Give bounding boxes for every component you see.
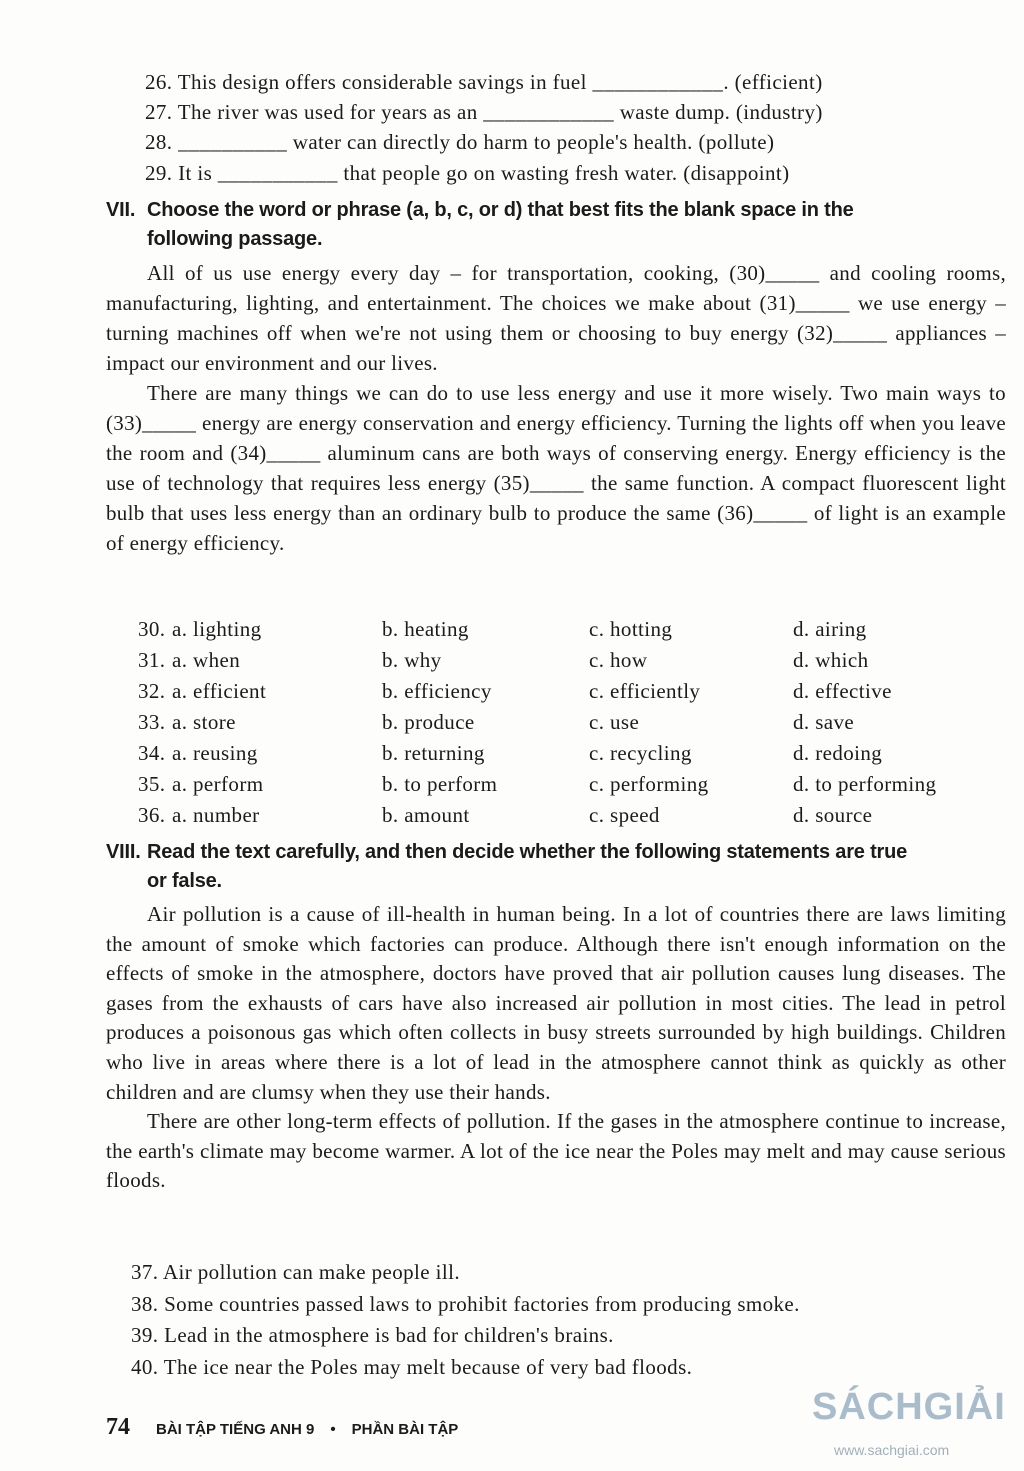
option-c: c. speed — [589, 803, 660, 827]
option-b: b. to perform — [382, 772, 498, 796]
watermark — [812, 1386, 1006, 1458]
option-d: d. redoing — [793, 741, 883, 765]
passage-paragraph-2: There are other long-term effects of pollution. If the gases in the atmosphere continue to increase, the earth's climate may become warmer. A lot of the ice near the Poles may melt and may cause serious floods. — [106, 1109, 1006, 1193]
option-row-33 — [138, 710, 1018, 740]
statement-38: 38. Some countries passed laws to prohibit factories from producing smoke. — [131, 1292, 800, 1316]
option-num: 33. — [138, 710, 166, 734]
section-vii-passage — [106, 258, 1006, 558]
option-c: c. performing — [589, 772, 709, 796]
option-a: a. store — [172, 710, 236, 734]
option-c: c. efficiently — [589, 679, 701, 703]
option-d: d. airing — [793, 617, 867, 641]
question-29: 29. It is ___________ that people go on wasting fresh water. (disappoint) — [145, 161, 790, 185]
option-c: c. how — [589, 648, 648, 672]
option-d: d. source — [793, 803, 873, 827]
question-27: 27. The river was used for years as an ____________ waste dump. (industry) — [145, 100, 823, 124]
section-vii-number: VII. — [106, 199, 136, 221]
watermark-brand: SÁCHGIẢI — [812, 1386, 1006, 1428]
bullet-separator: • — [330, 1421, 336, 1438]
option-a: a. perform — [172, 772, 264, 796]
option-d: d. effective — [793, 679, 892, 703]
section-viii-instruction-line2: or false. — [147, 870, 222, 892]
section-viii-instruction-line1: Read the text carefully, and then decide whether the following statements are true — [147, 841, 908, 863]
option-b: b. returning — [382, 741, 485, 765]
section-label: PHẦN BÀI TẬP — [351, 1421, 459, 1438]
option-d: d. which — [793, 648, 869, 672]
option-num: 32. — [138, 679, 166, 703]
statement-39: 39. Lead in the atmosphere is bad for children's brains. — [131, 1323, 614, 1347]
option-b: b. heating — [382, 617, 469, 641]
watermark-url: www.sachgiai.com — [834, 1442, 950, 1458]
passage-paragraph-1: All of us use energy every day – for transportation, cooking, (30)_____ and cooling rooms, manufacturing, lighting, and entertainment. The choices we make about (31)_____ we use energy – turning machines off when we're not using them or choosing to buy energy (32)_____ appliances – impact our environment and our lives. — [106, 261, 1006, 375]
page-footer — [106, 1414, 458, 1441]
option-b: b. efficiency — [382, 679, 492, 703]
option-a: a. reusing — [172, 741, 258, 765]
option-b: b. produce — [382, 710, 475, 734]
option-num: 36. — [138, 803, 166, 827]
section-viii-passage — [106, 900, 1006, 1196]
option-row-35 — [138, 772, 1018, 802]
option-row-36 — [138, 803, 1018, 833]
section-viii-number: VIII. — [106, 841, 141, 863]
option-a: a. number — [172, 803, 260, 827]
section-vii-instruction-line2: following passage. — [147, 228, 323, 250]
option-num: 30. — [138, 617, 166, 641]
option-c: c. use — [589, 710, 640, 734]
passage-paragraph-2: There are many things we can do to use less energy and use it more wisely. Two main ways to (33)_____ energy are energy conservation and energy efficiency. Turning the lights off when you leave the room and (34)_____ aluminum cans are both ways of conserving energy. Energy efficiency is the use of technology that requires less energy (35)_____ the same function. A compact fluorescent light bulb that uses less energy than an ordinary bulb to produce the same (36)_____ of light is an example of energy efficiency. — [106, 381, 1006, 555]
option-c: c. recycling — [589, 741, 692, 765]
option-b: b. why — [382, 648, 442, 672]
option-row-30 — [138, 617, 1018, 647]
statement-40: 40. The ice near the Poles may melt because of very bad floods. — [131, 1355, 693, 1379]
page-number: 74 — [106, 1414, 130, 1440]
option-c: c. hotting — [589, 617, 673, 641]
section-vii-heading — [106, 196, 1011, 254]
option-num: 35. — [138, 772, 166, 796]
option-a: a. lighting — [172, 617, 262, 641]
book-title: BÀI TẬP TIẾNG ANH 9 — [156, 1421, 315, 1438]
question-26: 26. This design offers considerable savings in fuel ____________. (efficient) — [145, 70, 823, 94]
option-num: 31. — [138, 648, 166, 672]
option-row-34 — [138, 741, 1018, 771]
option-d: d. to performing — [793, 772, 937, 796]
option-row-32 — [138, 679, 1018, 709]
option-a: a. when — [172, 648, 241, 672]
section-viii-heading — [106, 838, 1011, 896]
passage-paragraph-1: Air pollution is a cause of ill-health in human being. In a lot of countries there are laws limiting the amount of smoke which factories can produce. Although there isn't enough information on the effects of smoke in the atmosphere, doctors have proved that air pollution causes lung diseases. The gases from the exhausts of cars have also increased air pollution in most cities. The lead in petrol produces a poisonous gas which often collects in busy streets surrounded by high buildings. Children who live in areas where there is a lot of lead in the atmosphere cannot think as quickly as other children and are clumsy when they use their hands. — [106, 902, 1006, 1104]
section-vii-instruction-line1: Choose the word or phrase (a, b, c, or d) that best fits the blank space in the — [147, 199, 854, 221]
option-d: d. save — [793, 710, 855, 734]
question-28: 28. __________ water can directly do harm to people's health. (pollute) — [145, 130, 775, 154]
statement-37: 37. Air pollution can make people ill. — [131, 1260, 460, 1284]
option-a: a. efficient — [172, 679, 267, 703]
option-b: b. amount — [382, 803, 470, 827]
option-num: 34. — [138, 741, 166, 765]
option-row-31 — [138, 648, 1018, 678]
